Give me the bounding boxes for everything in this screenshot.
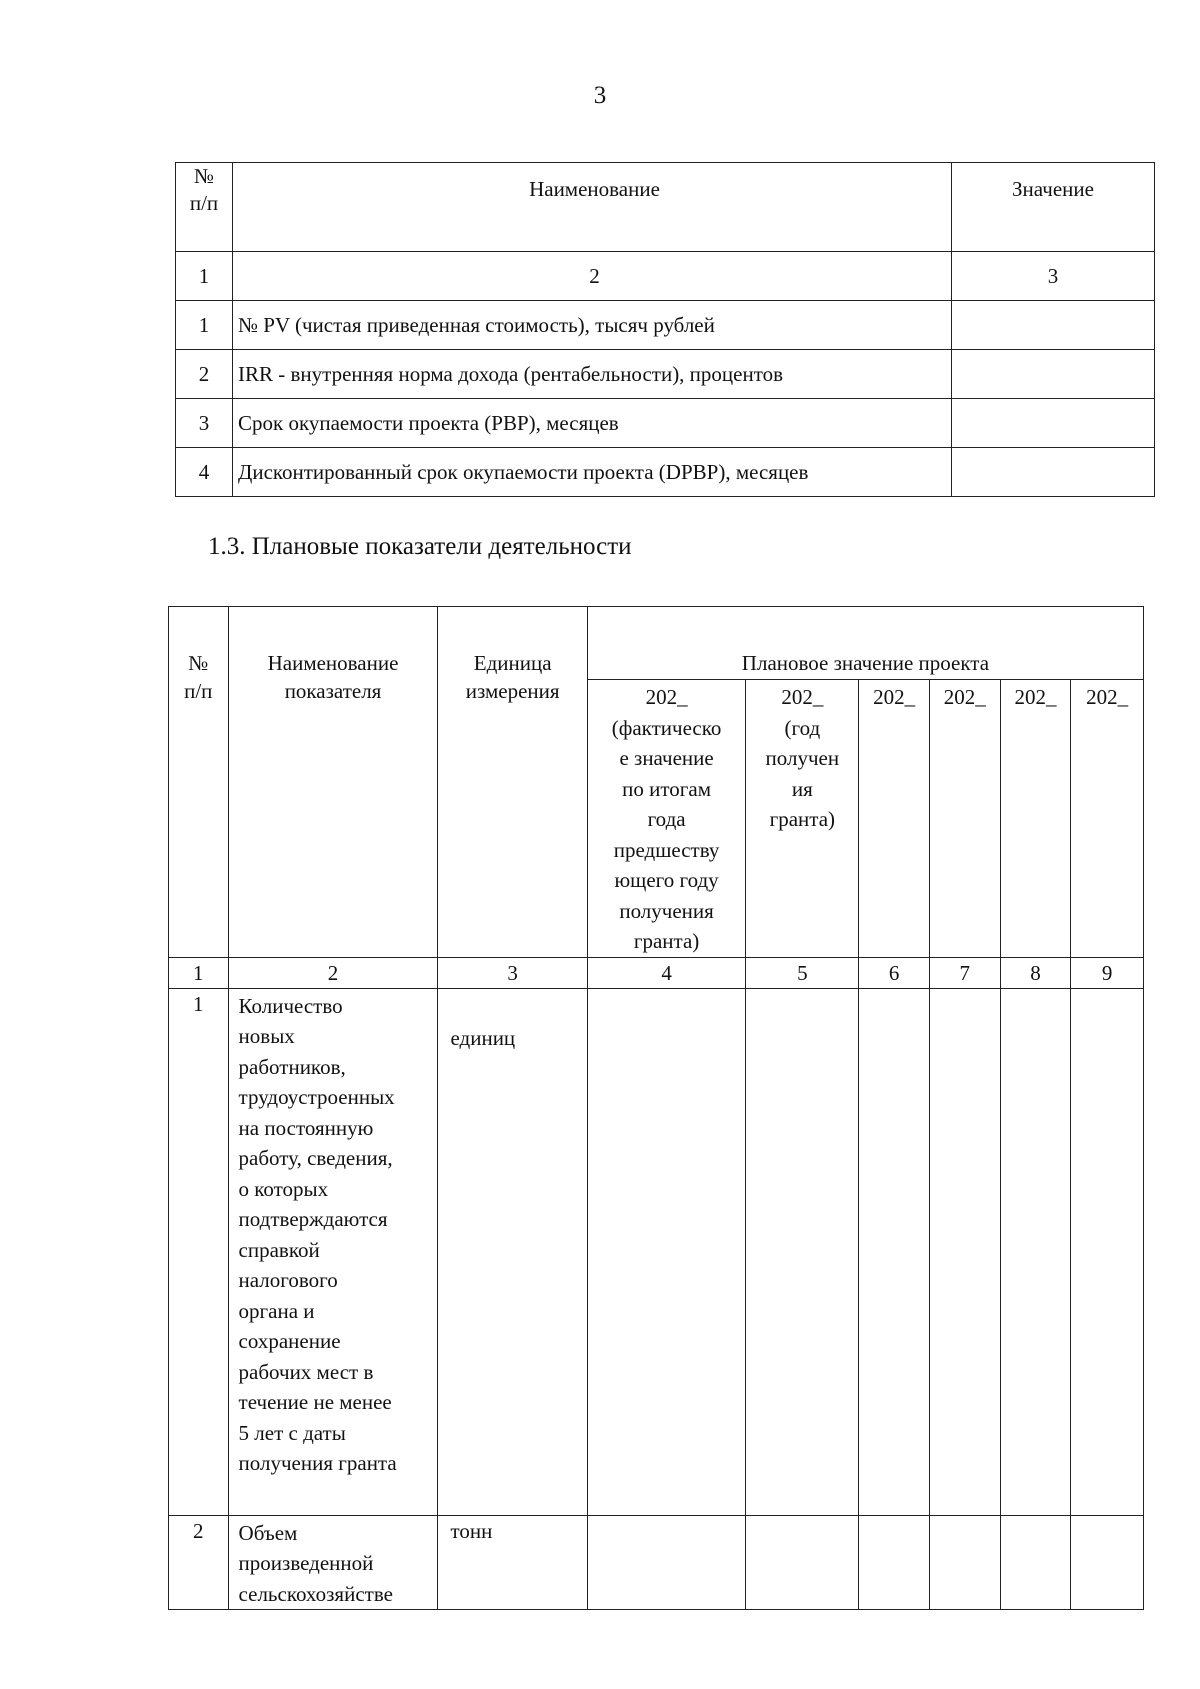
row-num: 1 [169, 988, 229, 1515]
row-num: 4 [176, 448, 233, 497]
header-year: 202_ [859, 680, 930, 958]
index-cell: 2 [233, 252, 952, 301]
header-year: 202_ (фактическо е значение по итогам года предшеству ющего году получения гранта) [587, 680, 745, 958]
index-cell: 3 [952, 252, 1155, 301]
row-value-cell [929, 1515, 1000, 1610]
row-value-cell [587, 988, 745, 1515]
row-value-cell [746, 1515, 859, 1610]
index-cell: 1 [176, 252, 233, 301]
table-row [169, 1515, 1144, 1610]
row-num: 3 [176, 399, 233, 448]
header-year: 202_ [929, 680, 1000, 958]
index-cell: 5 [746, 957, 859, 988]
header-name: Наименование показателя [228, 607, 438, 958]
row-value-cell [1071, 1515, 1144, 1610]
index-cell: 8 [1000, 957, 1071, 988]
page-number: 3 [593, 82, 607, 109]
row-num: 1 [176, 301, 233, 350]
table-header-row [169, 607, 1144, 680]
table-row [176, 448, 1155, 497]
financial-indicators-table [175, 162, 1155, 497]
table-row [176, 301, 1155, 350]
table-header-row [176, 163, 1155, 252]
table-row [176, 350, 1155, 399]
header-year: 202_ [1071, 680, 1144, 958]
row-name: IRR - внутренняя норма дохода (рентабельности), процентов [233, 350, 952, 399]
row-name: Дисконтированный срок окупаемости проекта (DPBP), месяцев [233, 448, 952, 497]
header-year: 202_ (год получен ия гранта) [746, 680, 859, 958]
index-cell: 4 [587, 957, 745, 988]
row-name: Срок окупаемости проекта (PBP), месяцев [233, 399, 952, 448]
column-index-row [176, 252, 1155, 301]
row-num: 2 [169, 1515, 229, 1610]
row-value-cell [1000, 1515, 1071, 1610]
row-value [952, 301, 1155, 350]
column-index-row [169, 957, 1144, 988]
index-cell: 6 [859, 957, 930, 988]
planned-indicators-table [168, 606, 1144, 1610]
index-cell: 1 [169, 957, 229, 988]
row-value-cell [587, 1515, 745, 1610]
index-cell: 7 [929, 957, 1000, 988]
table-row [176, 399, 1155, 448]
header-num: № п/п [176, 163, 233, 252]
index-cell: 2 [228, 957, 438, 988]
row-name: Количество новых работников, трудоустроенных на постоянную работу, сведения, о которых подтверждаются справкой налогового органа и сохранение рабочих мест в течение не менее 5 лет с даты получения гранта [228, 988, 438, 1515]
row-value [952, 350, 1155, 399]
index-cell: 9 [1071, 957, 1144, 988]
header-num: № п/п [169, 607, 229, 958]
header-year: 202_ [1000, 680, 1071, 958]
row-name: № PV (чистая приведенная стоимость), тысяч рублей [233, 301, 952, 350]
row-value-cell [929, 988, 1000, 1515]
row-value [952, 399, 1155, 448]
header-value: Значение [952, 163, 1155, 252]
row-unit: тонн [438, 1515, 587, 1610]
row-num: 2 [176, 350, 233, 399]
header-unit: Единица измерения [438, 607, 587, 958]
row-value-cell [1071, 988, 1144, 1515]
table-row [169, 988, 1144, 1515]
header-name: Наименование [233, 163, 952, 252]
header-plan: Плановое значение проекта [587, 607, 1143, 680]
row-value-cell [859, 988, 930, 1515]
row-value-cell [1000, 988, 1071, 1515]
index-cell: 3 [438, 957, 587, 988]
row-name: Объем произведенной сельскохозяйстве [228, 1515, 438, 1610]
row-value-cell [746, 988, 859, 1515]
row-value [952, 448, 1155, 497]
row-unit: единиц [438, 988, 587, 1515]
row-value-cell [859, 1515, 930, 1610]
section-heading: 1.3. Плановые показатели деятельности [208, 533, 632, 560]
